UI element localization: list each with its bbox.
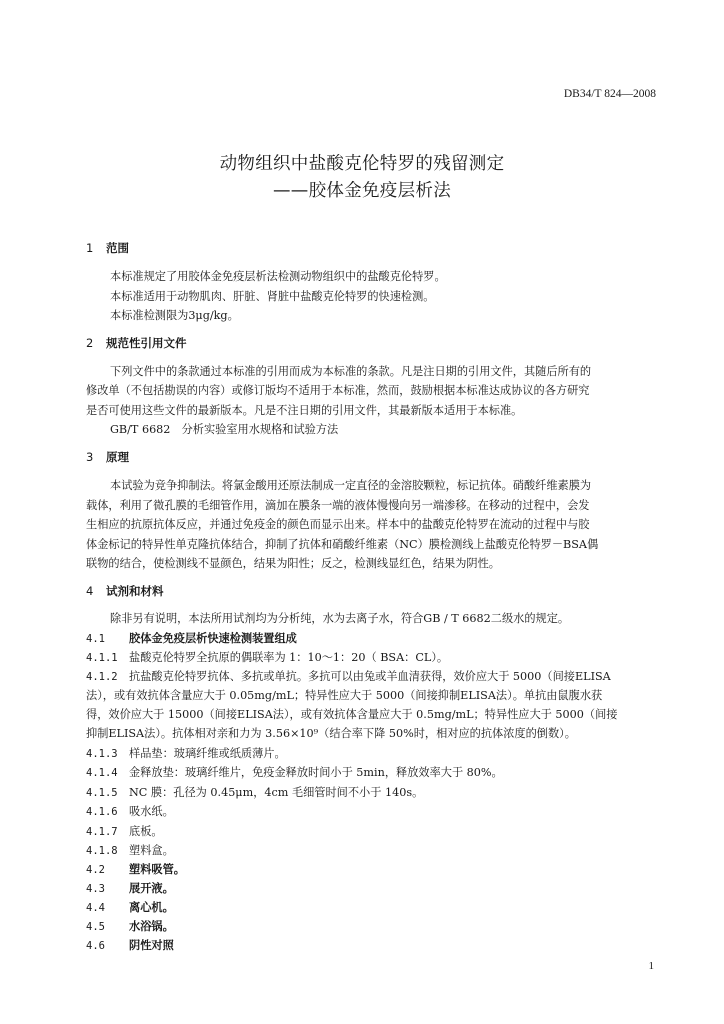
paragraph-line: 下列文件中的条款通过本标准的引用而成为本标准的条款。凡是注日期的引用文件，其随后所有的 <box>110 365 592 378</box>
clause-4-1 <box>86 630 297 646</box>
clause-number: 4.3 <box>86 883 105 895</box>
clause-4-1-6 <box>86 803 174 819</box>
clause-4-1-4 <box>86 764 503 780</box>
section-title: 规范性引用文件 <box>106 336 187 350</box>
section-number: 2 <box>86 336 94 350</box>
standard-code: DB34/T 824—2008 <box>563 88 656 100</box>
document-subtitle: ——胶体金免疫层析法 <box>273 181 451 201</box>
clause-number: 4.1.6 <box>86 806 118 818</box>
clause-text: 盐酸克伦特罗全抗原的偶联率为 1：10～1：20（ BSA：CL）。 <box>129 651 449 664</box>
clause-text: 塑料盒。 <box>129 844 174 857</box>
section-heading-reagents <box>86 583 164 599</box>
clause-4-1-7 <box>86 823 163 839</box>
clause-4-1-1 <box>86 649 448 665</box>
clause-number: 4.1.4 <box>86 767 118 779</box>
clause-number: 4.4 <box>86 902 105 914</box>
paragraph-line: 联物的结合，使检测线不显颜色，结果为阳性；反之，检测线显红色，结果为阴性。 <box>86 557 500 570</box>
paragraph-line: 本标准检测限为3μg/kg。 <box>110 309 239 322</box>
clause-number: 4.5 <box>86 921 105 933</box>
clause-4-3 <box>86 880 174 896</box>
clause-label: 胶体金免疫层析快速检测装置组成 <box>129 632 297 645</box>
clause-number: 4.1 <box>86 633 105 645</box>
page-number: 1 <box>648 960 654 972</box>
clause-number: 4.1.5 <box>86 787 118 799</box>
clause-4-1-3 <box>86 745 286 761</box>
clause-label: 塑料吸管。 <box>129 863 185 876</box>
paragraph-line: 载体，利用了微孔膜的毛细管作用，滴加在膜条一端的液体慢慢向另一端渗移。在移动的过程中，会发 <box>86 499 590 512</box>
section-number: 3 <box>86 450 94 464</box>
paragraph-line: 除非另有说明，本法所用试剂均为分析纯，水为去离子水，符合GB / T 6682二级水的规定。 <box>110 612 570 625</box>
section-heading-scope <box>86 240 129 256</box>
paragraph-line: 法），或有效抗体含量应大于 0.05mg/mL；特异性应大于 5000（间接抑制ELISA法）。单抗由鼠腹水获 <box>86 689 603 702</box>
clause-number: 4.1.1 <box>86 652 118 664</box>
paragraph-line: 是否可使用这些文件的最新版本。凡是不注日期的引用文件，其最新版本适用于本标准。 <box>86 404 523 417</box>
clause-label: 水浴锅。 <box>129 920 174 933</box>
section-title: 试剂和材料 <box>106 584 164 598</box>
paragraph-line: 本试验为竞争抑制法。将氯金酸用还原法制成一定直径的金溶胶颗粒，标记抗体。硝酸纤维素膜为 <box>110 479 592 492</box>
clause-4-1-2 <box>86 668 611 684</box>
clause-label: 展开液。 <box>129 882 174 895</box>
paragraph-line: 生相应的抗原抗体反应，并通过免疫金的颜色而显示出来。样本中的盐酸克伦特罗在流动的过程中与胶 <box>86 518 590 531</box>
clause-label: 阴性对照 <box>129 939 174 952</box>
paragraph-line: 本标准规定了用胶体金免疫层析法检测动物组织中的盐酸克伦特罗。 <box>110 270 446 283</box>
section-number: 4 <box>86 584 94 598</box>
section-title: 原理 <box>106 450 129 464</box>
clause-text: 底板。 <box>129 825 163 838</box>
clause-4-5 <box>86 918 174 934</box>
clause-4-4 <box>86 899 174 915</box>
paragraph-line: 本标准适用于动物肌肉、肝脏、肾脏中盐酸克伦特罗的快速检测。 <box>110 290 435 303</box>
clause-number: 4.2 <box>86 864 105 876</box>
paragraph-line: 修改单（不包括勘误的内容）或修订版均不适用于本标准，然而，鼓励根据本标准达成协议的各方研究 <box>86 384 590 397</box>
section-number: 1 <box>86 241 94 255</box>
section-title: 范围 <box>106 241 129 255</box>
clause-text: 抗盐酸克伦特罗抗体、多抗或单抗。多抗可以由兔或羊血清获得，效价应大于 5000（间接ELISA <box>129 670 611 683</box>
document-title: 动物组织中盐酸克伦特罗的残留测定 <box>219 154 505 174</box>
clause-4-6 <box>86 937 174 953</box>
clause-text: 金释放垫：玻璃纤维片，免疫金释放时间小于 5min，释放效率大于 80%。 <box>129 766 503 779</box>
clause-text: 样品垫：玻璃纤维或纸质薄片。 <box>129 747 286 760</box>
clause-text: NC 膜：孔径为 0.45μm，4cm 毛细管时间不小于 140s。 <box>129 786 424 799</box>
section-heading-principle <box>86 449 129 465</box>
clause-4-1-8 <box>86 842 174 858</box>
clause-text: 吸水纸。 <box>129 805 174 818</box>
clause-number: 4.1.3 <box>86 748 118 760</box>
paragraph-line: 得，效价应大于 15000（间接ELISA法），或有效抗体含量应大于 0.5mg/mL；特异性应大于 5000（间接 <box>86 708 618 721</box>
clause-number: 4.1.7 <box>86 826 118 838</box>
clause-4-1-5 <box>86 784 423 800</box>
clause-number: 4.1.2 <box>86 671 118 683</box>
clause-label: 离心机。 <box>129 901 174 914</box>
clause-number: 4.6 <box>86 940 105 952</box>
clause-number: 4.1.8 <box>86 845 118 857</box>
paragraph-line: 抑制ELISA法）。抗体相对亲和力为 3.56×10⁹（结合率下降 50%时，相对应的抗体浓度的倒数）。 <box>86 727 576 740</box>
paragraph-line: 体金标记的特异性单克隆抗体结合，抑制了抗体和硝酸纤维素（NC）膜检测线上盐酸克伦特罗－BSA偶 <box>86 538 599 551</box>
reference-item: GB/T 6682 分析实验室用水规格和试验方法 <box>110 423 339 436</box>
clause-4-2 <box>86 861 185 877</box>
section-heading-normative-references <box>86 335 187 351</box>
